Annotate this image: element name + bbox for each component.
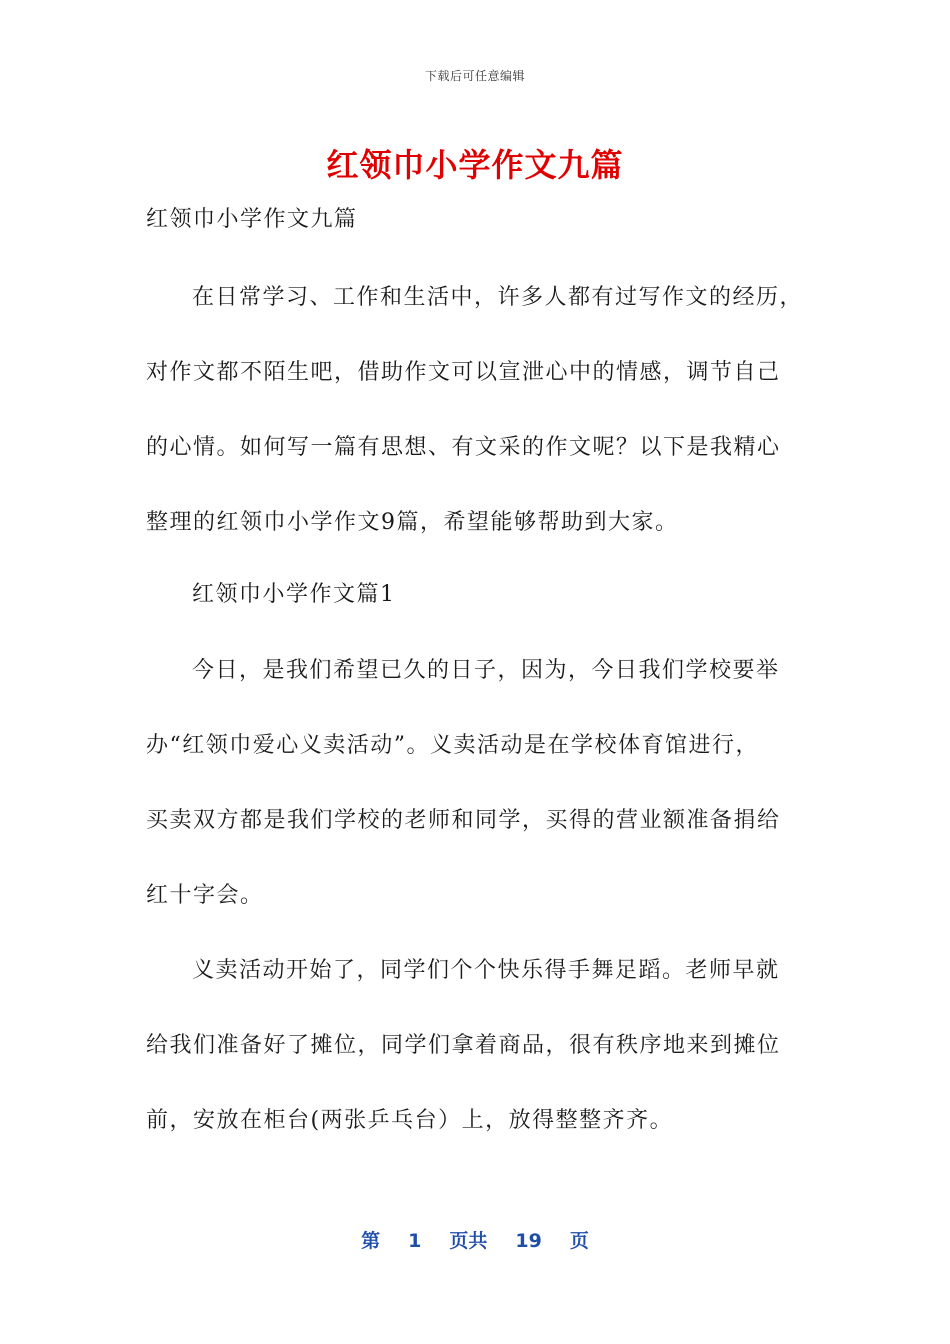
paragraph-1 — [146, 656, 806, 956]
paragraph-line: 办“红领巾爱心义卖活动”。义卖活动是在学校体育馆进行， — [146, 733, 759, 758]
page-number: 1 — [408, 1230, 422, 1252]
intro-line: 在日常学习、工作和生活中，许多人都有过写作文的经历， — [192, 285, 804, 310]
page-footer — [0, 1226, 950, 1253]
page-prefix: 第 — [361, 1230, 381, 1252]
section-heading: 红领巾小学作文篇1 — [192, 582, 396, 607]
page-suffix: 页 — [569, 1230, 589, 1252]
paragraph-line: 今日，是我们希望已久的日子，因为，今日我们学校要举 — [192, 658, 780, 683]
intro-line: 对作文都不陌生吧，借助作文可以宣泄心中的情感，调节自己 — [146, 360, 781, 385]
paragraph-line: 买卖双方都是我们学校的老师和同学，买得的营业额准备捐给 — [146, 808, 781, 833]
paragraph-line: 红十字会。 — [146, 883, 264, 908]
document-title: 红领巾小学作文九篇 — [326, 146, 624, 184]
paragraph-line: 给我们准备好了摊位，同学们拿着商品，很有秩序地来到摊位 — [146, 1033, 781, 1058]
paragraph-2 — [146, 956, 806, 1181]
paragraph-line: 前，安放在柜台(两张乒乓台）上，放得整整齐齐。 — [146, 1108, 674, 1133]
header-note: 下载后可任意编辑 — [424, 69, 525, 83]
paragraph-line: 义卖活动开始了，同学们个个快乐得手舞足蹈。老师早就 — [192, 958, 780, 983]
intro-line: 整理的红领巾小学作文9篇，希望能够帮助到大家。 — [146, 510, 679, 535]
total-pages: 19 — [515, 1230, 542, 1252]
intro-paragraph — [146, 283, 806, 583]
document-subtitle: 红领巾小学作文九篇 — [146, 207, 358, 232]
intro-line: 的心情。如何写一篇有思想、有文采的作文呢？以下是我精心 — [146, 435, 781, 460]
page-mid: 页共 — [449, 1230, 488, 1252]
